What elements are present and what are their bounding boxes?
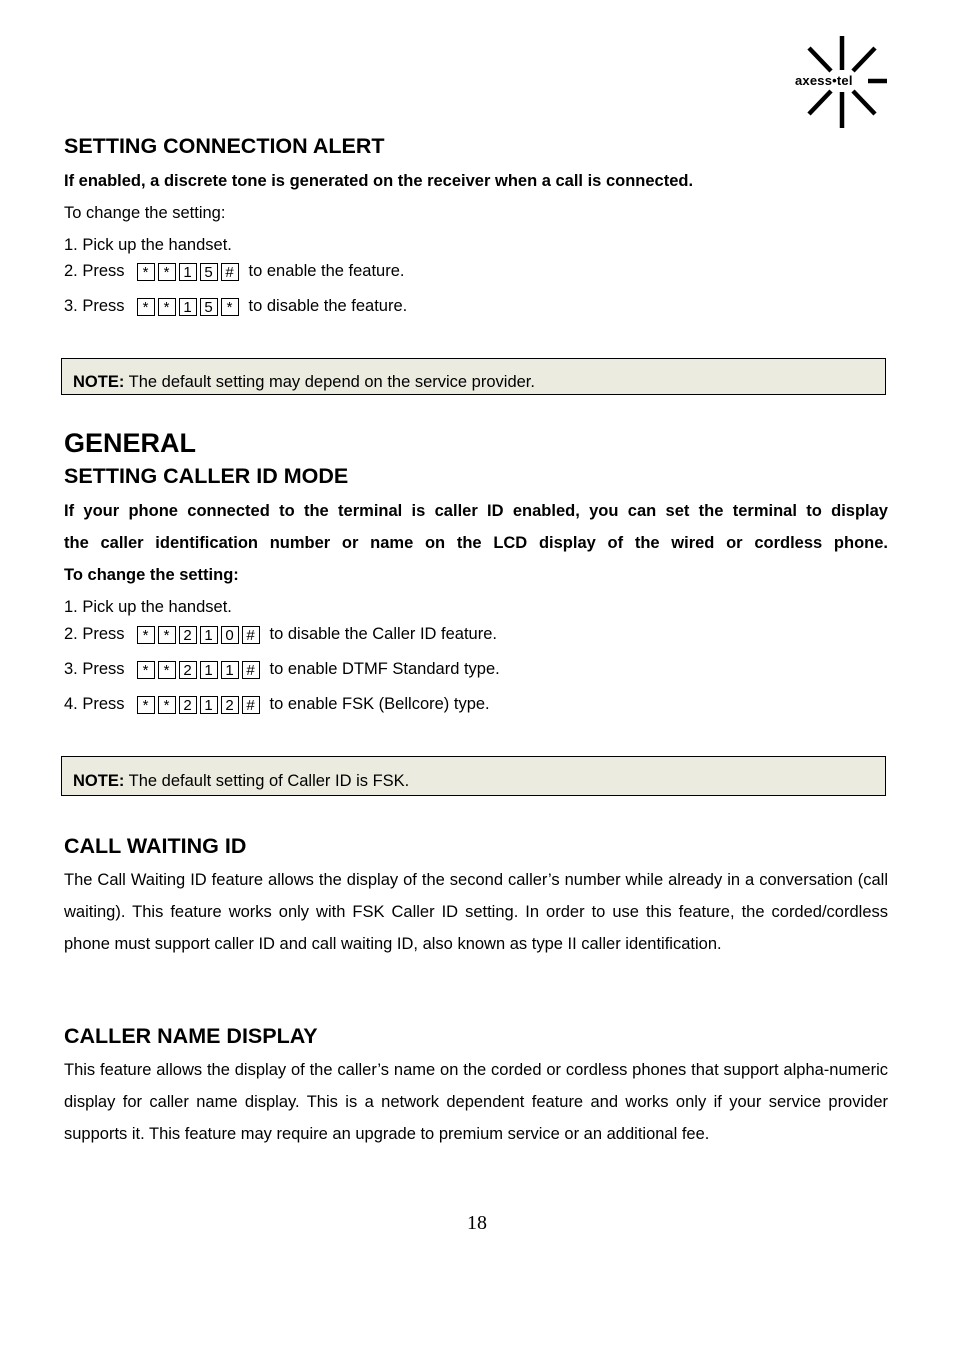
- step-suffix: to enable the feature.: [248, 262, 405, 280]
- key-cap: 1: [200, 696, 218, 714]
- caller-id-step-3: [64, 660, 500, 679]
- key-sequence: [137, 298, 239, 316]
- connection-alert-intro: If enabled, a discrete tone is generated on the receiver when a call is connected.: [64, 172, 694, 190]
- caller-id-step-1: 1. Pick up the handset.: [64, 598, 232, 616]
- key-cap: 1: [221, 661, 239, 679]
- step-suffix: to enable FSK (Bellcore) type.: [269, 695, 490, 713]
- key-cap: *: [158, 298, 176, 316]
- caller-id-step-4: [64, 695, 490, 714]
- logo-wordmark: axess•tel: [795, 73, 853, 88]
- caller-name-display-body: This feature allows the display of the caller’s name on the corded or cordless phones that support alpha-numeric display for caller name display. This is a network dependent feature and works only if your service provider supports it. This feature may require an upgrade to premium service or an additional fee.: [64, 1061, 888, 1143]
- step-suffix: to enable DTMF Standard type.: [269, 660, 500, 678]
- key-cap: 5: [200, 263, 218, 281]
- key-cap: #: [242, 626, 260, 644]
- key-cap: 2: [179, 696, 197, 714]
- step-suffix: to disable the feature.: [248, 297, 408, 315]
- page-number: 18: [467, 1212, 487, 1234]
- connection-alert-change: To change the setting:: [64, 204, 226, 222]
- connection-alert-step-3: [64, 297, 407, 316]
- step-prefix: 3. Press: [64, 660, 125, 678]
- caller-id-intro-line-2: the caller identification number or name on the LCD display of the wired or cordless phone.: [64, 534, 888, 552]
- note-box-connection-alert: [61, 358, 886, 395]
- key-sequence: [137, 626, 260, 644]
- key-cap: #: [242, 696, 260, 714]
- note-label: NOTE:: [73, 373, 125, 391]
- step-prefix: 3. Press: [64, 297, 125, 315]
- key-cap: 0: [221, 626, 239, 644]
- key-cap: *: [137, 626, 155, 644]
- caller-id-step-2: [64, 625, 497, 644]
- key-cap: *: [137, 661, 155, 679]
- key-cap: 2: [221, 696, 239, 714]
- key-cap: *: [158, 263, 176, 281]
- note-label: NOTE:: [73, 772, 125, 790]
- key-cap: 1: [179, 263, 197, 281]
- key-cap: 2: [179, 626, 197, 644]
- note-text: The default setting of Caller ID is FSK.: [128, 772, 410, 790]
- key-cap: #: [221, 263, 239, 281]
- key-cap: 1: [200, 626, 218, 644]
- key-cap: *: [158, 696, 176, 714]
- section-heading-call-waiting-id: CALL WAITING ID: [64, 834, 247, 858]
- step-prefix: 2. Press: [64, 625, 125, 643]
- key-cap: 1: [179, 298, 197, 316]
- connection-alert-step-2: [64, 262, 404, 281]
- connection-alert-step-1: 1. Pick up the handset.: [64, 236, 232, 254]
- step-suffix: to disable the Caller ID feature.: [269, 625, 497, 643]
- key-cap: #: [242, 661, 260, 679]
- axesstel-logo: [790, 34, 890, 130]
- section-heading-connection-alert: SETTING CONNECTION ALERT: [64, 134, 385, 158]
- step-prefix: 4. Press: [64, 695, 125, 713]
- key-cap: *: [137, 696, 155, 714]
- key-cap: 1: [200, 661, 218, 679]
- key-cap: 2: [179, 661, 197, 679]
- note-text: The default setting may depend on the service provider.: [128, 373, 535, 391]
- key-sequence: [137, 263, 239, 281]
- step-prefix: 2. Press: [64, 262, 125, 280]
- key-cap: *: [137, 298, 155, 316]
- section-heading-caller-id-mode: SETTING CALLER ID MODE: [64, 464, 349, 488]
- caller-id-change: To change the setting:: [64, 566, 239, 584]
- key-cap: *: [158, 626, 176, 644]
- key-cap: *: [137, 263, 155, 281]
- key-sequence: [137, 696, 260, 714]
- chapter-title-general: GENERAL: [64, 428, 197, 458]
- key-sequence: [137, 661, 260, 679]
- key-cap: *: [221, 298, 239, 316]
- note-box-caller-id: [61, 756, 886, 796]
- key-cap: *: [158, 661, 176, 679]
- key-cap: 5: [200, 298, 218, 316]
- call-waiting-id-body: The Call Waiting ID feature allows the display of the second caller’s number while already in a conversation (call waiting). This feature works only with FSK Caller ID setting. In order to use this feature, the corded/cordless phone must support caller ID and call waiting ID, also known as type II caller identification.: [64, 871, 888, 953]
- caller-id-intro-line-1: If your phone connected to the terminal is caller ID enabled, you can set the terminal to display: [64, 502, 888, 520]
- section-heading-caller-name-display: CALLER NAME DISPLAY: [64, 1024, 318, 1048]
